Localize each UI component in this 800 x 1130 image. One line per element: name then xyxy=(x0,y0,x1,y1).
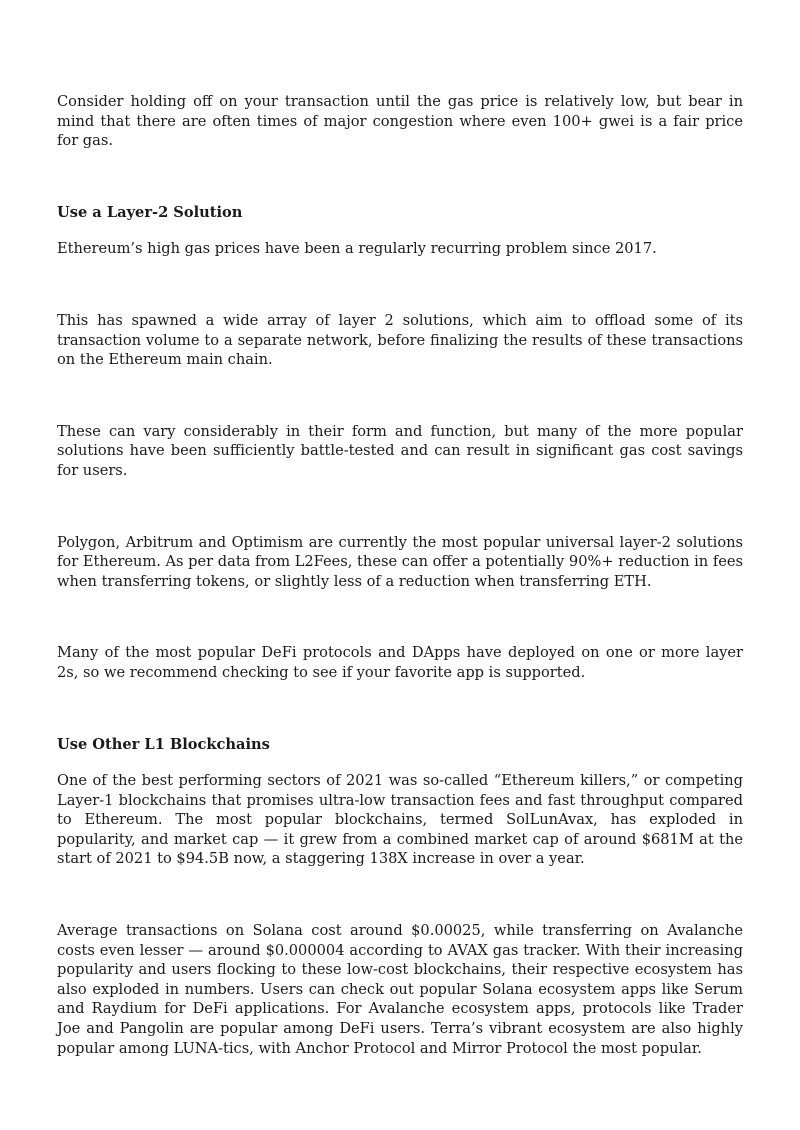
paragraph-l1-costs: Average transactions on Solana cost around $0.00025, while transferring on Avalanche costs even lesser — around $0.000004 according to AVAX gas tracker. With their increasing popularity and users flocking to these low-cost blockchains, their respective ecosystem has also exploded in numbers. Users can check out popular Solana ecosystem apps like Serum and Raydium for DeFi applications. For Avalanche ecosystem apps, protocols like Trader Joe and Pangolin are popular among DeFi users. Terra’s vibrant ecosystem are also highly popular among LUNA-tics, with Anchor Protocol and Mirror Protocol the most popular. xyxy=(57,922,743,1057)
paragraph-gas-timing: Consider holding off on your transaction until the gas price is relatively low, but bear in mind that there are often times of major congestion where even 100+ gwei is a fair price for gas. xyxy=(57,93,743,150)
paragraph-l2-problem: Ethereum’s high gas prices have been a regularly recurring problem since 2017. xyxy=(57,240,657,258)
heading-layer-2: Use a Layer-2 Solution xyxy=(57,203,243,221)
paragraph-l1-killers: One of the best performing sectors of 2021 was so-called “Ethereum killers,” or competing Layer-1 blockchains that promises ultra-low transaction fees and fast throughput compared to Ethereum. The most popular blockchains, termed SolLunAvax, has exploded in popularity, and market cap — it grew from a combined market cap of around $681M at the start of 2021 to $94.5B now, a staggering 138X increase in over a year. xyxy=(57,772,743,868)
heading-other-l1: Use Other L1 Blockchains xyxy=(57,735,270,753)
paragraph-l2-dapps: Many of the most popular DeFi protocols and DApps have deployed on one or more layer 2s, so we recommend checking to see if your favorite app is supported. xyxy=(57,644,743,681)
article-body xyxy=(57,92,743,1058)
paragraph-l2-popular: Polygon, Arbitrum and Optimism are currently the most popular universal layer-2 solutions for Ethereum. As per data from L2Fees, these can offer a potentially 90%+ reduction in fees when transferring tokens, or slightly less of a reduction when transferring ETH. xyxy=(57,533,743,590)
paragraph-l2-battle-tested: These can vary considerably in their form and function, but many of the more popular solutions have been sufficiently battle-tested and can result in significant gas cost savings for users. xyxy=(57,422,743,479)
paragraph-l2-solutions: This has spawned a wide array of layer 2 solutions, which aim to offload some of its transaction volume to a separate network, before finalizing the results of these transactions on the Ethereum main chain. xyxy=(57,311,743,369)
